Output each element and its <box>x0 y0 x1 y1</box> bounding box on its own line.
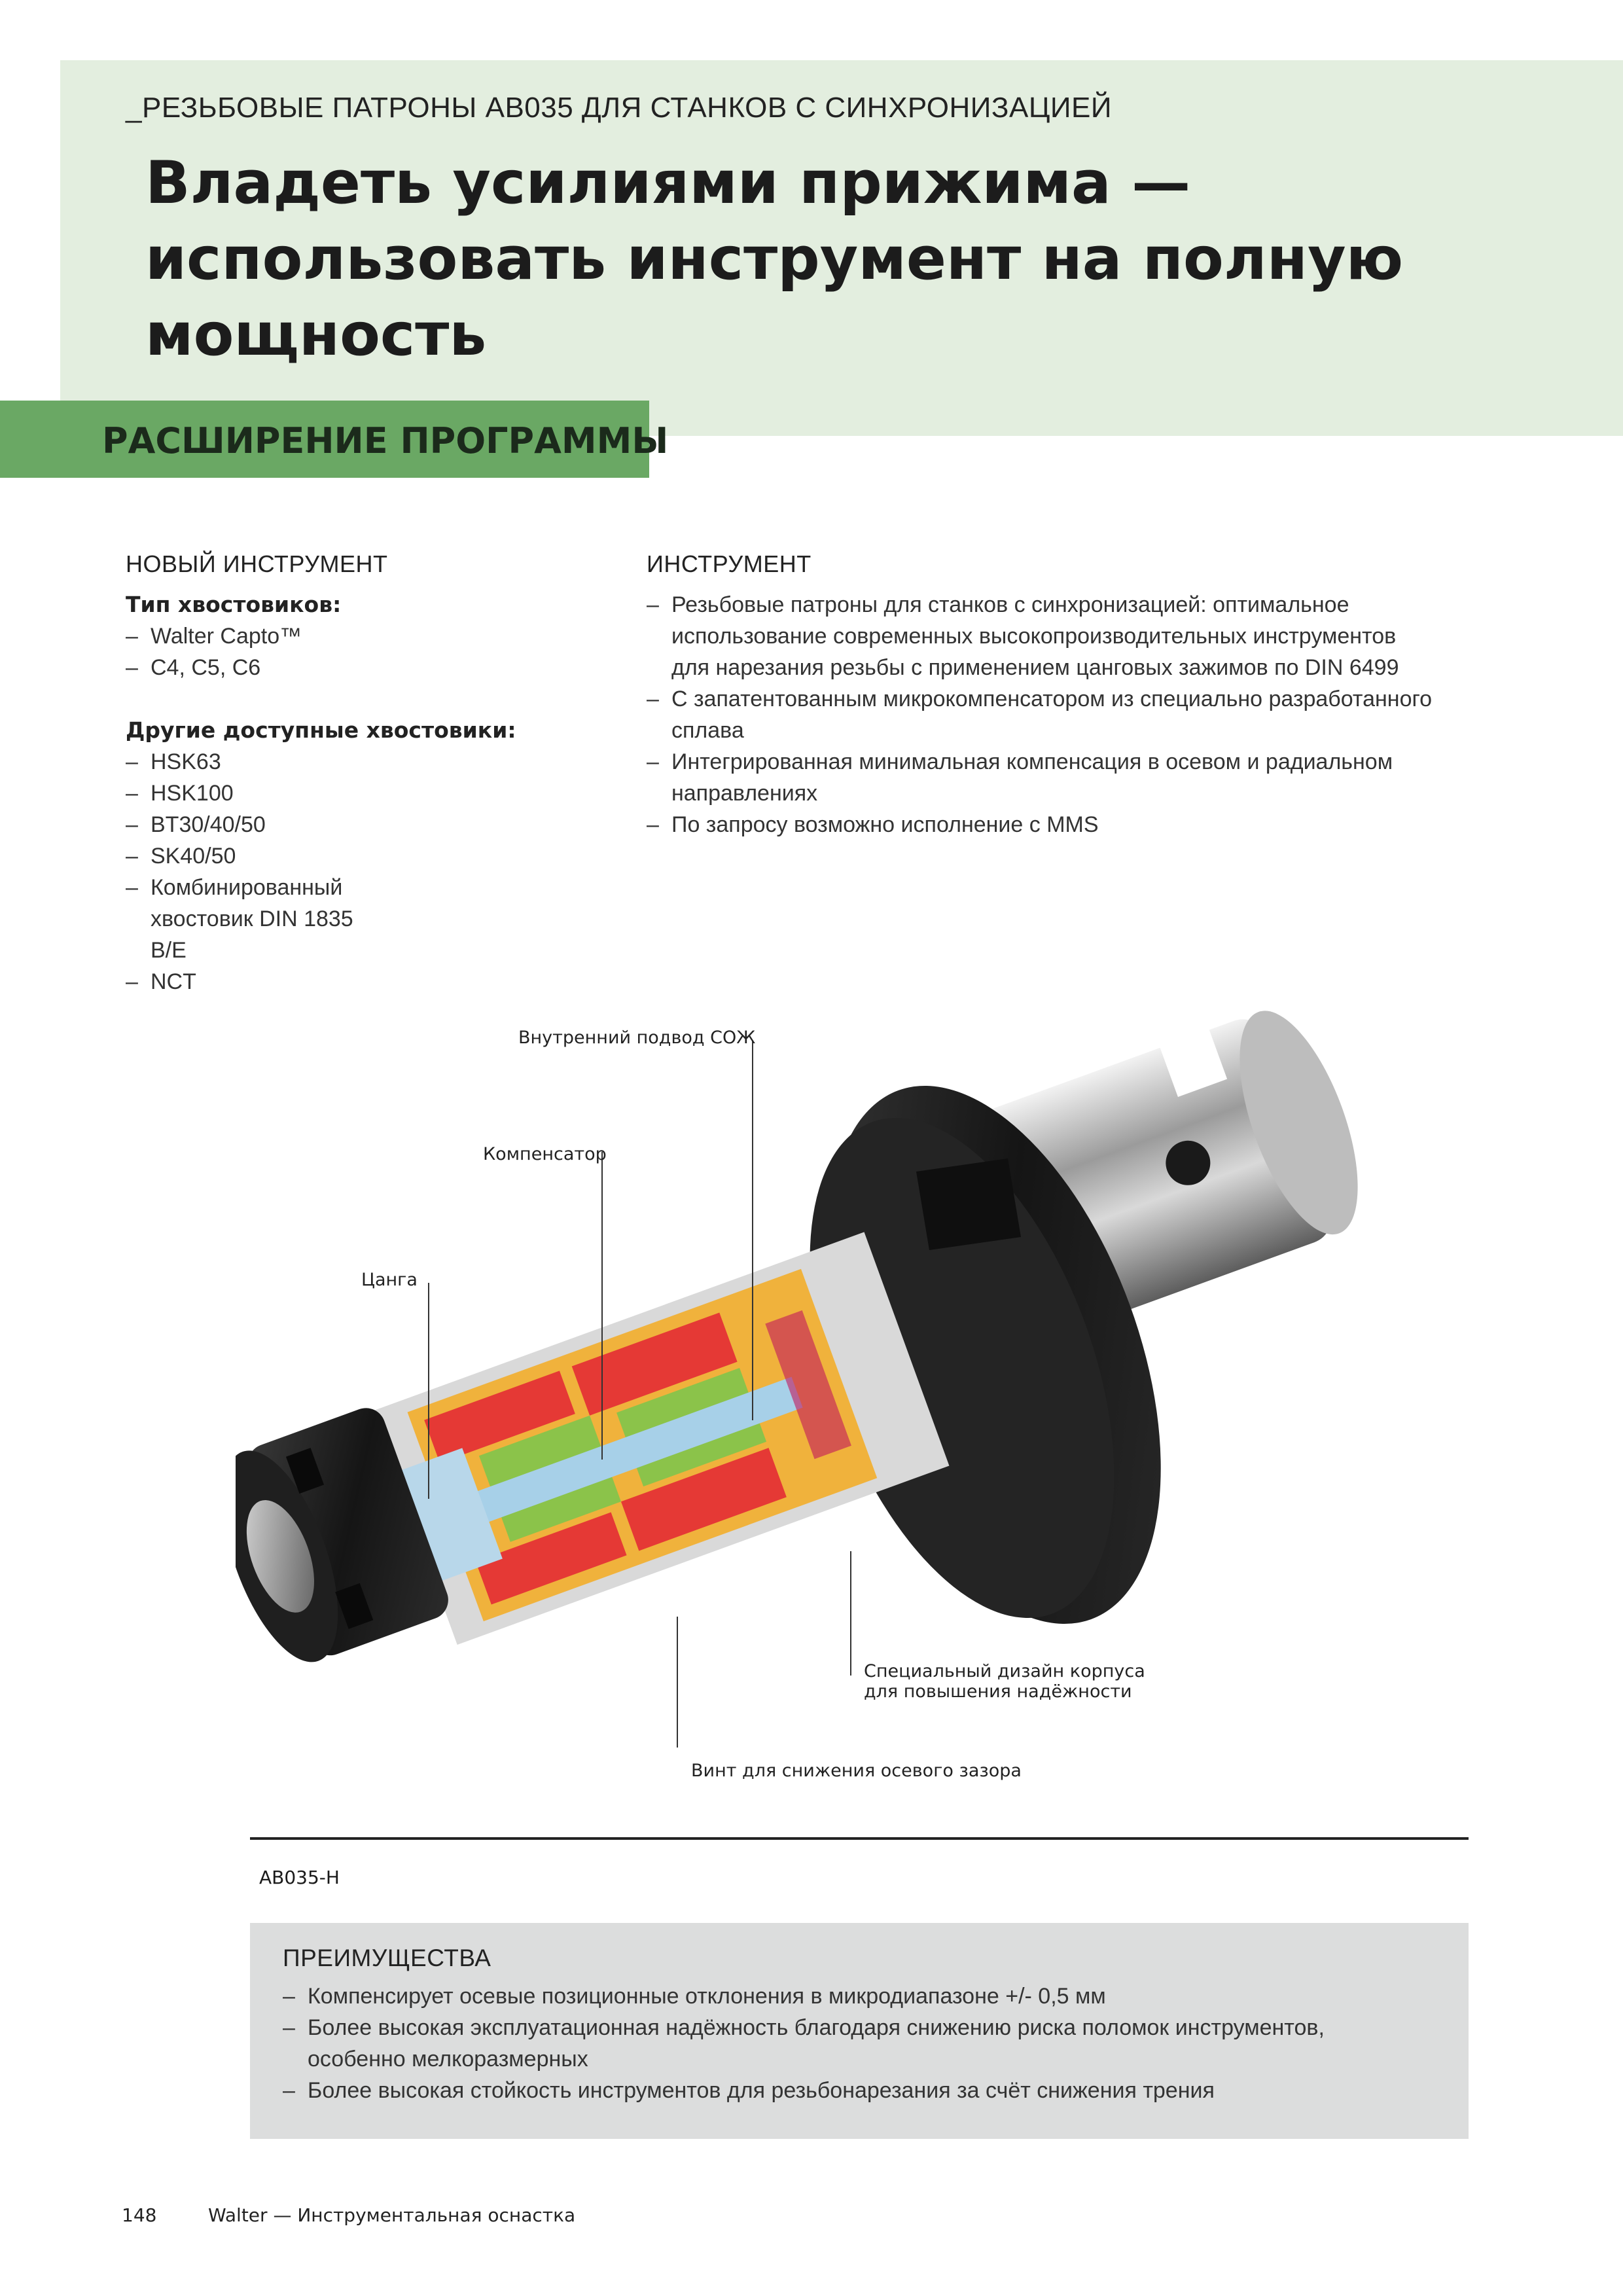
tool-holder-illustration <box>236 962 1479 1787</box>
list-item: – Более высокая стойкость инструментов для резьбонарезания за счёт снижения трения <box>283 2075 1448 2106</box>
list-item: – Комбинированный хвостовик DIN 1835 B/E <box>126 872 386 966</box>
list-item: – Walter Capto™ <box>126 620 597 652</box>
list-item: – NCT <box>126 966 597 997</box>
other-shank-list <box>126 746 597 997</box>
advantages-heading: ПРЕИМУЩЕСТВА <box>283 1945 491 1971</box>
list-item: – По запросу возможно исполнение с MMS <box>647 809 1458 840</box>
title-line: Владеть усилиями прижима — <box>145 149 1191 217</box>
page-number: 148 <box>122 2204 157 2226</box>
screw-label: Винт для снижения осевого зазора <box>691 1761 1022 1781</box>
other-shanks-heading: Другие доступные хвостовики: <box>126 717 516 743</box>
tool-column <box>647 548 1497 840</box>
title-line: мощность <box>145 300 487 369</box>
body-design-label <box>864 1661 1145 1702</box>
list-item: – С запатентованным микрокомпенсатором из специально разработанного сплава <box>647 683 1483 746</box>
shank-list <box>126 620 597 683</box>
body-design-line: для повышения надёжности <box>864 1681 1132 1702</box>
list-item: – Резьбовые патроны для станков с синхронизацией: оптимальное использование современных высокопроизводительных инструментов для нарезания резьбы с применением цанговых зажимов по DIN 6499 <box>647 589 1431 683</box>
list-item: – SK40/50 <box>126 840 597 872</box>
compensator-label: Компенсатор <box>483 1144 607 1164</box>
list-item: – Интегрированная минимальная компенсация в осевом и радиальном направлениях <box>647 746 1431 809</box>
list-item: – Более высокая эксплуатационная надёжность благодаря снижению риска поломок инструментов, особенно мелкоразмерных <box>283 2012 1381 2075</box>
section-overline: _РЕЗЬБОВЫЕ ПАТРОНЫ AB035 ДЛЯ СТАНКОВ С СИНХРОНИЗАЦИЕЙ <box>126 92 1112 124</box>
divider-rule <box>250 1837 1469 1840</box>
column-heading: НОВЫЙ ИНСТРУМЕНТ <box>126 550 388 577</box>
tool-holder-cutaway-image <box>236 962 1479 1787</box>
collet-label: Цанга <box>361 1270 418 1290</box>
coolant-label: Внутренний подвод СОЖ <box>518 1028 756 1048</box>
list-item: – HSK100 <box>126 778 597 809</box>
advantages-content <box>283 1943 1448 2106</box>
list-item: – HSK63 <box>126 746 597 778</box>
tool-feature-list <box>647 589 1458 840</box>
title-line: использовать инструмент на полную <box>145 224 1404 293</box>
body-design-line: Специальный дизайн корпуса <box>864 1661 1145 1681</box>
advantages-box <box>250 1923 1469 2139</box>
page-title <box>145 145 1404 373</box>
shank-type-heading: Тип хвостовиков: <box>126 592 342 617</box>
tag-label: РАСШИРЕНИЕ ПРОГРАММЫ <box>102 420 669 461</box>
list-item: – Компенсирует осевые позиционные отклонения в микродиапазоне +/- 0,5 мм <box>283 1981 1448 2012</box>
list-item: – C4, C5, C6 <box>126 652 597 683</box>
list-item: – BT30/40/50 <box>126 809 597 840</box>
advantages-list <box>283 1981 1448 2106</box>
publication-title: Walter — Инструментальная оснастка <box>208 2204 576 2226</box>
model-code: AB035-H <box>259 1867 340 1888</box>
program-extension-tag <box>0 401 669 478</box>
new-tool-column <box>126 548 597 997</box>
column-heading: ИНСТРУМЕНТ <box>647 550 812 577</box>
